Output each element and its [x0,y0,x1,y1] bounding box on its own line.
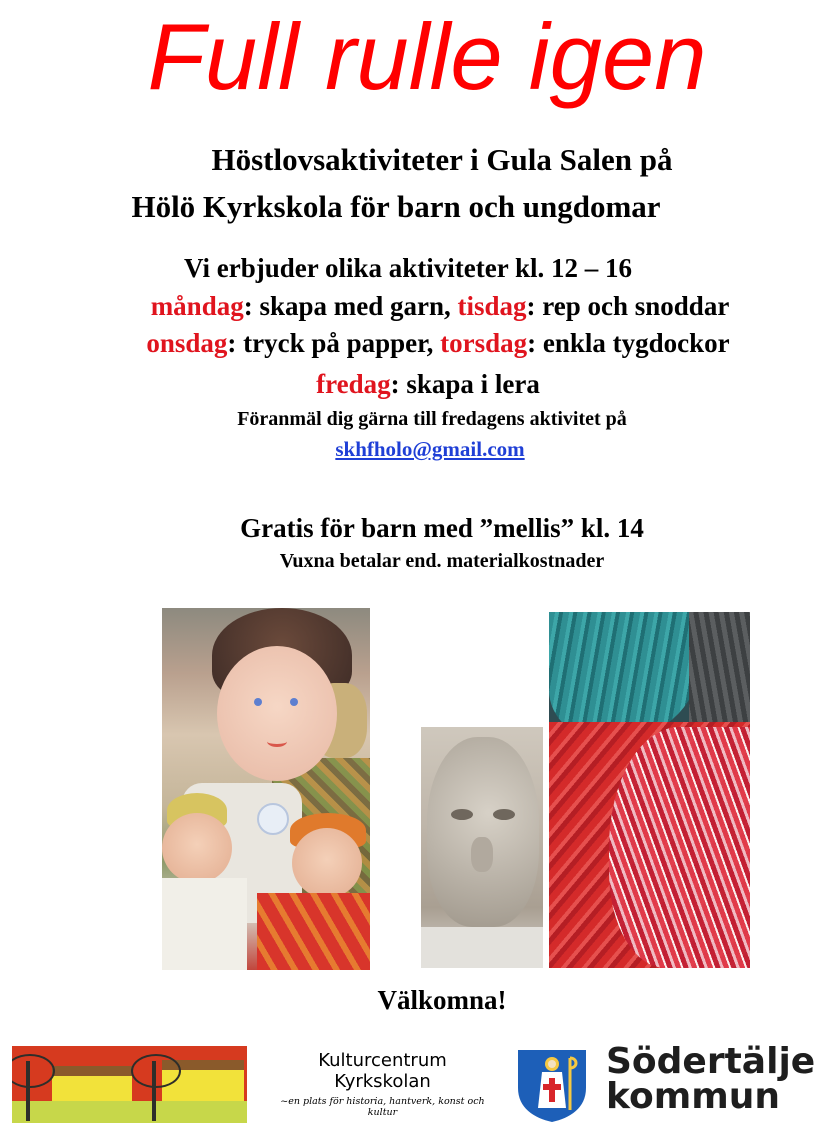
doll-photo [162,608,370,970]
poster-title: Full rulle igen [147,4,707,109]
day-friday: fredag [316,369,391,399]
email-link[interactable]: skhfholo@gmail.com [335,437,525,461]
schedule-line-2 [26,325,824,361]
schedule-line-1 [28,288,824,324]
municipality-logo-text [606,1041,816,1117]
activity-thursday: : enkla tygdockor [527,328,730,358]
day-thursday: torsdag [440,328,528,358]
day-wednesday: onsdag [146,328,228,358]
activity-monday: : skapa med garn, [243,291,458,321]
free-line: Gratis för barn med ”mellis” kl. 14 [240,513,644,543]
welcome-text: Välkomna! [377,985,507,1015]
activity-tuesday: : rep och snoddar [526,291,730,321]
municipality-name: Södertälje [606,1041,816,1082]
kulturcentrum-subname: Kyrkskolan [334,1071,431,1092]
clay-sculpture-photo [421,727,543,968]
subtitle-line-2: Hölö Kyrkskola för barn och ungdomar [131,189,661,224]
schedule-line-3 [16,366,824,402]
kulturcentrum-tagline: ~en plats för historia, hantverk, konst och kultur [280,1096,485,1118]
municipality-subname: kommun [606,1076,780,1117]
activity-wednesday: : tryck på papper, [227,328,441,358]
coat-of-arms-icon [512,1048,592,1123]
subtitle-line-1: Höstlovsaktiviteter i Gula Salen på [211,142,673,177]
email-row [18,435,824,466]
yarn-photo [549,612,750,968]
day-monday: måndag [150,291,244,321]
adults-line: Vuxna betalar end. materialkostnader [279,550,605,572]
offer-line: Vi erbjuder olika aktiviteter kl. 12 – 16 [184,253,632,283]
day-tuesday: tisdag [457,291,527,321]
kulturcentrum-name: Kulturcentrum [318,1050,447,1071]
registration-text: Föranmäl dig gärna till fredagens aktivitet på [237,408,627,430]
activity-friday: : skapa i lera [390,369,540,399]
kulturcentrum-logo-text [265,1050,500,1118]
kulturcentrum-logo-image [12,1046,247,1123]
